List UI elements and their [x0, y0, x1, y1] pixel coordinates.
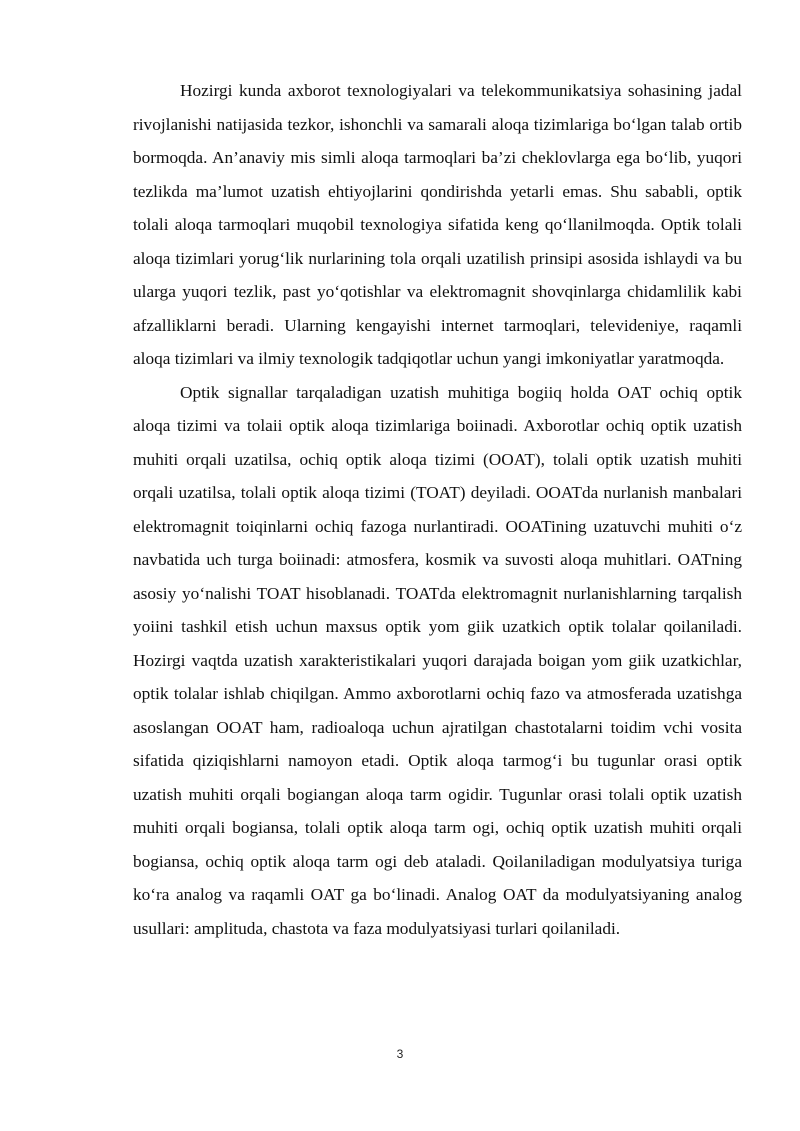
page-number: 3 [396, 1047, 404, 1061]
body-text [133, 74, 742, 945]
paragraph-intro: Hozirgi kunda axborot texnologiyalari va telekommunikatsiya sohasining jadal rivojlanishi natijasida tezkor, ishonchli va samarali aloqa tizimlariga bo‘lgan talab ortib bormoqda. An’anaviy mis simli aloqa tarmoqlari ba’zi cheklovlarga ega bo‘lib, yuqori tezlikda ma’lumot uzatish ehtiyojlarini qondirishda yetarli emas. Shu sababli, optik tolali aloqa tarmoqlari muqobil texnologiya sifatida keng qo‘llanilmoqda. Optik tolali aloqa tizimlari yorug‘lik nurlarining tola orqali uzatilish prinsipi asosida ishlaydi va bu ularga yuqori tezlik, past yo‘qotishlar va elektromagnit shovqinlarga chidamlilik kabi afzalliklarni beradi. Ularning kengayishi internet tarmoqlari, televideniye, raqamli aloqa tizimlari va ilmiy texnologik tadqiqotlar uchun yangi imkoniyatlar yaratmoqda. [133, 81, 742, 368]
paragraph-oat-types: Optik signallar tarqaladigan uzatish muhitiga bogiiq holda OAT ochiq optik aloqa tizimi va tolaii optik aloqa tizimlariga boiinadi. Axborotlar ochiq optik uzatish muhiti orqali uzatilsa, ochiq optik aloqa tizimi (OOAT), tolali optik uzatish muhiti orqali uzatilsa, tolali optik aloqa tizimi (TOAT) deyiladi. OOATda nurlanish manbalari elektromagnit toiqinlarni ochiq fazoga nurlantiradi. OOATining uzatuvchi muhiti o‘z navbatida uch turga boiinadi: atmosfera, kosmik va suvosti aloqa muhitlari. OATning asosiy yo‘nalishi TOAT hisoblanadi. TOATda elektromagnit nurlanishlarning tarqalish yoiini tashkil etish uchun maxsus optik yom giik uzatkich optik tolalar qoilaniladi. Hozirgi vaqtda uzatish xarakteristikalari yuqori darajada boigan yom giik uzatkichlar, optik tolalar ishlab chiqilgan. Ammo axborotlarni ochiq fazo va atmosferada uzatishga asoslangan OOAT ham, radioaloqa uchun ajratilgan chastotalarni toidim vchi vosita sifatida qiziqishlarni namoyon etadi. Optik aloqa tarmog‘i bu tugunlar orasi optik uzatish muhiti orqali bogiangan aloqa tarm ogidir. Tugunlar orasi tolali optik uzatish muhiti orqali bogiansa, tolali optik aloqa tarm ogi, ochiq optik uzatish muhiti orqali bogiansa, ochiq optik aloqa tarm ogi deb ataladi. Qoilaniladigan modulyatsiya turiga ko‘ra analog va raqamli OAT ga bo‘linadi. Analog OAT da modulyatsiyaning analog usullari: amplituda, chastota va faza modulyatsiyasi turlari qoilaniladi. [133, 382, 742, 938]
